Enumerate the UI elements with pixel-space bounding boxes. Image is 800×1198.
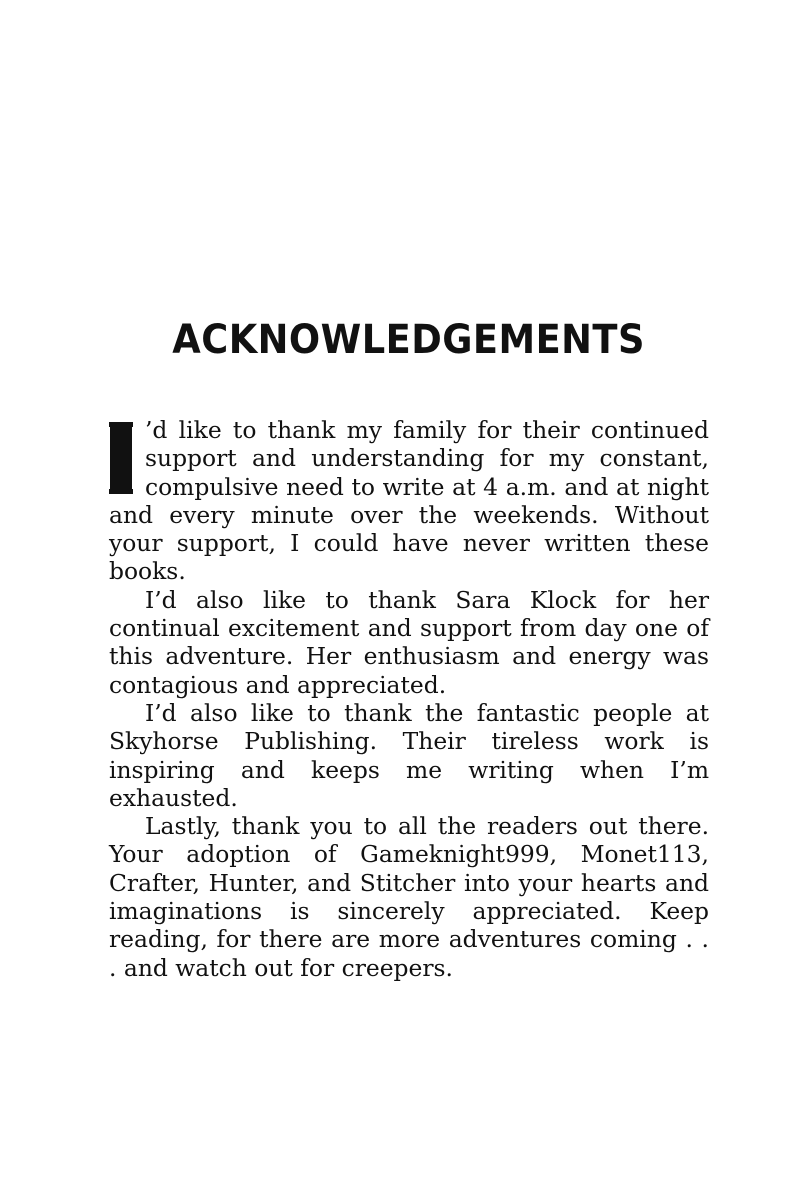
drop-cap-letter bbox=[110, 422, 132, 494]
paragraph-4: Lastly, thank you to all the readers out there. Your adoption of Gameknight999, Monet113, Crafter, Hunter, and Stitcher into your hearts and imaginations is sincerely appreciated. Keep reading, for there are more adventures coming . . . and watch out for creepers. bbox=[109, 812, 709, 982]
paragraph-2: I’d also like to thank Sara Klock for her continual excitement and support from day one of this adventure. Her enthusiasm and energy was contagious and appreciated. bbox=[109, 585, 709, 699]
acknowledgements-body bbox=[109, 416, 709, 982]
paragraph-1 bbox=[109, 416, 709, 586]
page-heading: ACKNOWLEDGEMENTS bbox=[172, 317, 645, 363]
paragraph-1-text: ’d like to thank my family for their continued support and understanding for my constant, compulsive need to write at 4 a.m. and at night and every minute over the weekends. Without your support, I could have never written these books. bbox=[109, 416, 709, 586]
paragraph-3: I’d also like to thank the fantastic people at Skyhorse Publishing. Their tireless work is inspiring and keeps me writing when I’m exhausted. bbox=[109, 698, 709, 812]
